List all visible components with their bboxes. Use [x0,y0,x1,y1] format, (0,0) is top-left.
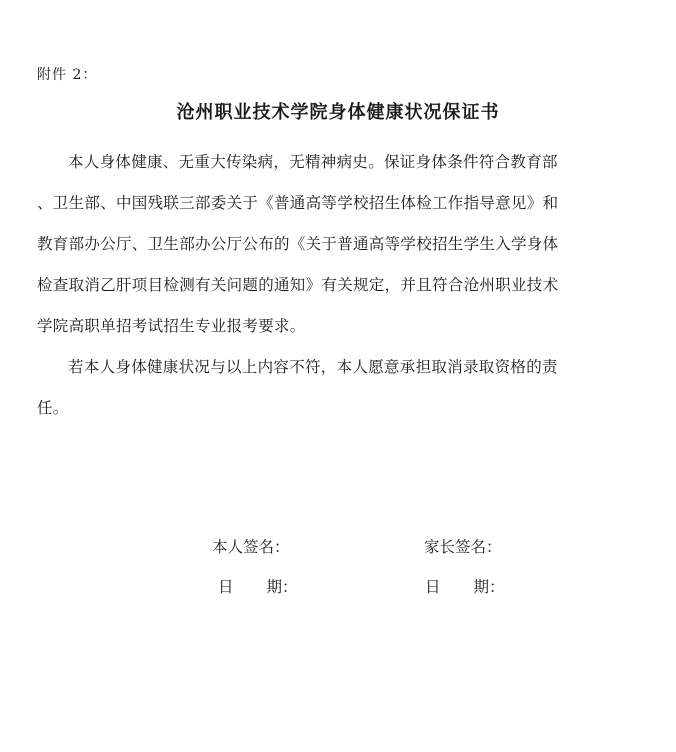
paragraph1-line-1: 本人身体健康、无重大传染病，无精神病史。保证身体条件符合教育部 [68,153,558,171]
paragraph1-line-5: 学院高职单招考试招生专业报考要求。 [37,317,306,335]
self-date-field [218,575,298,597]
paragraph1-line-2: 、卫生部、中国残联三部委关于《普通高等学校招生体检工作指导意见》和 [37,194,559,212]
parent-date-label [425,575,505,597]
self-date-char-2: 期： [266,578,298,596]
self-signature-label: 本人签名： [212,538,290,556]
parent-signature-field [424,535,502,557]
attachment-label: 附件 2： [37,67,98,83]
self-signature-field [212,535,290,557]
parent-date-char-2: 期： [473,578,505,596]
paragraph1-line-4: 检查取消乙肝项目检测有关问题的通知》有关规定，并且符合沧州职业技术 [37,276,559,294]
self-date-char-1: 日 [218,578,234,596]
paragraph2-line-2: 任。 [37,399,69,417]
paragraph2-line-1: 若本人身体健康状况与以上内容不符，本人愿意承担取消录取资格的责 [68,358,558,376]
paragraph1-line-3: 教育部办公厅、卫生部办公厅公布的《关于普通高等学校招生学生入学身体 [37,235,559,253]
document-body [37,142,651,429]
parent-date-field [425,575,505,597]
self-date-label [218,575,298,597]
parent-date-char-1: 日 [425,578,441,596]
parent-signature-label: 家长签名： [424,538,502,556]
document-title: 沧州职业技术学院身体健康状况保证书 [176,102,500,123]
